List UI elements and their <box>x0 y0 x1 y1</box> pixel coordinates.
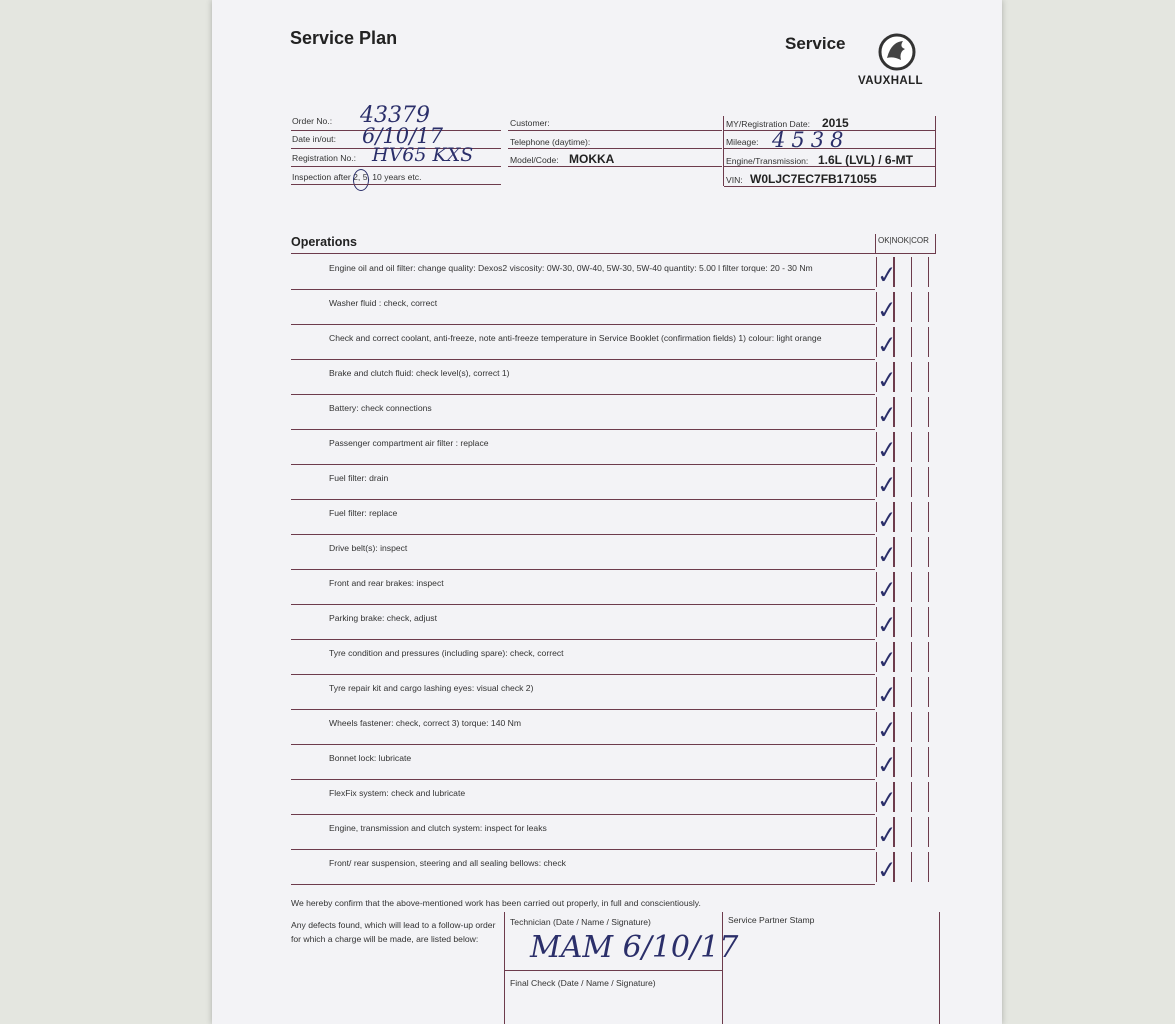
operation-row <box>291 850 936 885</box>
operation-row <box>291 255 936 290</box>
operation-row <box>291 325 936 360</box>
operation-row <box>291 360 936 395</box>
operation-text: Engine, transmission and clutch system: inspect for leaks <box>329 823 547 833</box>
col-cor-header: COR <box>911 236 929 245</box>
ok-check-mark: ✓ <box>875 296 899 325</box>
operation-text: Battery: check connections <box>329 403 432 413</box>
vauxhall-griffin-logo <box>877 32 921 72</box>
cor-box[interactable] <box>912 502 929 532</box>
cor-box[interactable] <box>912 362 929 392</box>
inspection-circle-mark <box>353 169 369 191</box>
operation-row <box>291 395 936 430</box>
model-value: MOKKA <box>569 152 615 166</box>
order-no-label: Order No.: <box>292 116 333 126</box>
ok-check-mark: ✓ <box>875 611 899 640</box>
operation-row <box>291 465 936 500</box>
operation-text: Fuel filter: replace <box>329 508 398 518</box>
operation-text: Front/ rear suspension, steering and all sealing bellows: check <box>329 858 566 868</box>
confirmation-text: We hereby confirm that the above-mentioned work has been carried out properly, in full and conscientiously. <box>291 898 701 908</box>
ok-check-mark: ✓ <box>875 331 899 360</box>
ok-check-mark: ✓ <box>875 821 899 850</box>
cor-box[interactable] <box>912 642 929 672</box>
operation-row <box>291 675 936 710</box>
ok-check-mark: ✓ <box>875 786 899 815</box>
col-ok-header: OK <box>878 236 890 245</box>
cor-box[interactable] <box>912 397 929 427</box>
stamp-label: Service Partner Stamp <box>728 915 815 925</box>
ok-check-mark: ✓ <box>875 576 899 605</box>
cor-box[interactable] <box>912 572 929 602</box>
technician-label: Technician (Date / Name / Signature) <box>510 917 651 927</box>
operation-text: Drive belt(s): inspect <box>329 543 408 553</box>
date-label: Date in/out: <box>292 134 336 144</box>
order-no-value: 43379 <box>360 103 430 128</box>
telephone-label: Telephone (daytime): <box>510 137 591 147</box>
service-plan-sheet <box>212 0 1002 1024</box>
operation-row <box>291 815 936 850</box>
registration-label: Registration No.: <box>292 153 357 163</box>
operation-text: Check and correct coolant, anti-freeze, note anti-freeze temperature in Service Booklet (confirmation fields) 1) colour: light orange <box>329 333 822 343</box>
ok-check-mark: ✓ <box>875 261 899 290</box>
cor-box[interactable] <box>912 747 929 777</box>
cor-box[interactable] <box>912 817 929 847</box>
plan-title: Service Plan <box>290 28 398 48</box>
operation-row <box>291 500 936 535</box>
cor-box[interactable] <box>912 537 929 567</box>
ok-check-mark: ✓ <box>875 471 899 500</box>
customer-label: Customer: <box>510 118 550 128</box>
cor-box[interactable] <box>912 432 929 462</box>
defects-text: Any defects found, which will lead to a follow-up order for which a charge will be made, are listed below: <box>291 920 496 944</box>
ok-check-mark: ✓ <box>875 366 899 395</box>
service-title: Service <box>785 34 846 53</box>
ok-check-mark: ✓ <box>875 646 899 675</box>
operation-row <box>291 290 936 325</box>
cor-box[interactable] <box>912 327 929 357</box>
operation-text: Wheels fastener: check, correct 3) torque: 140 Nm <box>329 718 522 728</box>
operation-row <box>291 570 936 605</box>
ok-check-mark: ✓ <box>875 856 899 885</box>
operation-row <box>291 535 936 570</box>
operation-text: Washer fluid : check, correct <box>329 298 438 308</box>
operation-text: Front and rear brakes: inspect <box>329 578 444 588</box>
ok-check-mark: ✓ <box>875 716 899 745</box>
col-nok-header: NOK <box>891 236 909 245</box>
cor-box[interactable] <box>912 782 929 812</box>
my-registration-label: MY/Registration Date: <box>726 119 811 129</box>
cor-box[interactable] <box>912 292 929 322</box>
technician-signature: MAM 6/10/17 <box>530 930 739 965</box>
ok-check-mark: ✓ <box>875 436 899 465</box>
final-check-label: Final Check (Date / Name / Signature) <box>510 978 656 988</box>
operation-text: Parking brake: check, adjust <box>329 613 437 623</box>
operation-text: Tyre repair kit and cargo lashing eyes: visual check 2) <box>329 683 534 693</box>
mileage-value: 4538 <box>772 128 850 152</box>
operation-row <box>291 640 936 675</box>
cor-box[interactable] <box>912 467 929 497</box>
engine-label: Engine/Transmission: <box>726 156 809 166</box>
brand-name: VAUXHALL <box>858 75 923 87</box>
operation-text: Engine oil and oil filter: change quality: Dexos2 viscosity: 0W-30, 0W-40, 5W-30, 5W-40 quantity: 5.00 l filter torque: 20 - 30 Nm <box>329 263 813 273</box>
cor-box[interactable] <box>912 852 929 882</box>
operations-column-headers: OK|NOK|COR <box>878 236 929 245</box>
vin-value: W0LJC7EC7FB171055 <box>750 172 877 186</box>
operation-text: Bonnet lock: lubricate <box>329 753 412 763</box>
ok-check-mark: ✓ <box>875 401 899 430</box>
ok-check-mark: ✓ <box>875 751 899 780</box>
operation-row <box>291 780 936 815</box>
vin-label: VIN: <box>726 175 743 185</box>
operation-row <box>291 745 936 780</box>
ok-check-mark: ✓ <box>875 506 899 535</box>
engine-value: 1.6L (LVL) / 6-MT <box>818 153 913 167</box>
operation-text: Passenger compartment air filter : replace <box>329 438 489 448</box>
cor-box[interactable] <box>912 257 929 287</box>
date-value: 6/10/17 <box>362 124 443 148</box>
operation-row <box>291 605 936 640</box>
operation-row <box>291 710 936 745</box>
inspection-label: Inspection after 2, 5, 10 years etc. <box>292 172 422 182</box>
operation-text: FlexFix system: check and lubricate <box>329 788 466 798</box>
ok-check-mark: ✓ <box>875 681 899 710</box>
ok-check-mark: ✓ <box>875 541 899 570</box>
model-label: Model/Code: <box>510 155 559 165</box>
operation-text: Fuel filter: drain <box>329 473 389 483</box>
operation-text: Tyre condition and pressures (including spare): check, correct <box>329 648 564 658</box>
registration-value: HV65 KXS <box>372 144 474 166</box>
cor-box[interactable] <box>912 607 929 637</box>
mileage-label: Mileage: <box>726 137 759 147</box>
operations-title: Operations <box>291 235 357 249</box>
operation-row <box>291 430 936 465</box>
operation-text: Brake and clutch fluid: check level(s), correct 1) <box>329 368 510 378</box>
my-registration-value: 2015 <box>822 116 849 130</box>
cor-box[interactable] <box>912 712 929 742</box>
cor-box[interactable] <box>912 677 929 707</box>
